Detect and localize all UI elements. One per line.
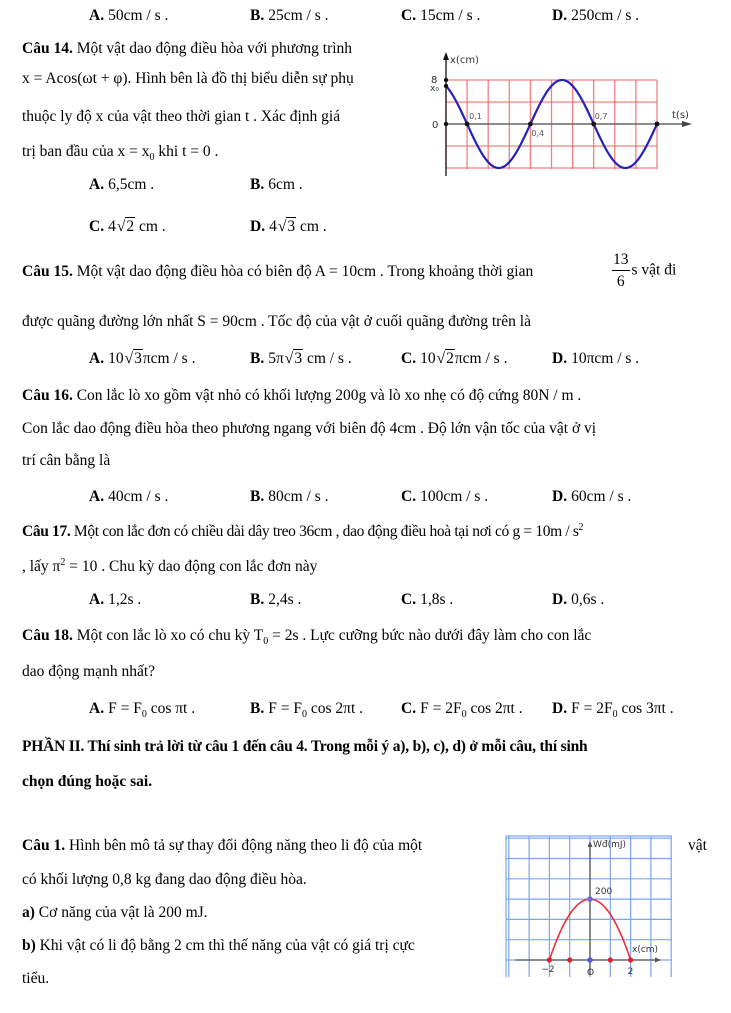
q15-option-b: B. 5π√3 cm / s . <box>250 350 352 367</box>
q18-line-2: dao động mạnh nhất? <box>22 663 156 680</box>
chart2-point-red <box>547 957 552 962</box>
q14-option-a: A. 6,5cm . <box>89 176 155 193</box>
q18-option-b: B. $F = F_0$ cos 2πt . <box>250 700 363 721</box>
q18-option-c: C. $F = 2F_0$ cos 2πt . <box>401 700 523 721</box>
chart1-annotation-0-4: 0,4 <box>531 129 545 138</box>
chart2-point-peak <box>587 896 593 902</box>
q16-option-c: C. 100cm / s . <box>401 488 489 505</box>
p2q1-statement-a: a) Cơ năng của vật là 200 mJ. <box>22 904 208 921</box>
q17-line-1: Câu 17. Một con lắc đơn có chiều dài dây treo 36cm , dao động điều hoà tại nơi có $g = 10m / s^2$ <box>22 522 584 541</box>
kinetic-energy-chart <box>505 835 675 980</box>
q17-option-c: C. 1,8s . <box>401 591 454 608</box>
q18-line-1: Câu 18. Một con lắc lò xo có chu kỳ $T_0 = 2s$ . Lực cưỡng bức nào dưới đây làm cho con lắc <box>22 627 592 648</box>
chart1-y-axis-arrow <box>443 52 449 60</box>
chart1-x-axis-label: t(s) <box>672 110 689 121</box>
chart1-point-zero-crossing <box>655 122 660 127</box>
p2q1-line-1-tail: vật <box>688 837 707 854</box>
chart1-x-axis-arrow <box>682 121 692 127</box>
chart2-peak-label: 200 <box>595 887 613 898</box>
q15-option-d: D. 10πcm / s . <box>552 350 640 367</box>
q14-line-1: Câu 14. Một vật dao động điều hòa với phương trình <box>22 40 353 57</box>
p2q1-line-1: Câu 1. Hình bên mô tả sự thay đổi động năng theo li độ của một <box>22 837 423 854</box>
chart2-point-red <box>567 957 572 962</box>
q15-option-a: A. 10√3πcm / s . <box>89 350 196 367</box>
chart1-point-x0 <box>444 84 448 88</box>
q17-option-d: D. 0,6s . <box>552 591 605 608</box>
chart2-x-axis-label: x(cm) <box>632 945 659 955</box>
q18-option-a: A. $F = F_0$ cos πt . <box>89 700 196 721</box>
chart1-point-zero-crossing <box>465 122 470 127</box>
q13-option-b: B. 25cm / s . <box>250 7 329 24</box>
chart1-y-tick-8: 8 <box>431 75 438 86</box>
q14-line-3: thuộc ly độ x của vật theo thời gian t . Xác định giá <box>22 108 341 125</box>
chart1-annotation-0-7: 0,7 <box>594 112 608 121</box>
chart1-y-tick-0: 0 <box>432 120 439 131</box>
chart2-y-axis-arrow <box>588 841 593 847</box>
q16-line-1: Câu 16. Con lắc lò xo gồm vật nhỏ có khối lượng 200g và lò xo nhẹ có độ cứng 80N / m . <box>22 387 582 404</box>
q15-line-1: Câu 15. Một vật dao động điều hòa có biên độ A = 10cm . Trong khoảng thời gian <box>22 263 534 280</box>
chart2-x-tick-origin: O <box>587 968 595 978</box>
chart2-y-axis-label: Wđ(mJ) <box>593 840 627 850</box>
p2q1-statement-b-cont: tiểu. <box>22 970 50 987</box>
q14-option-d: D. 4√3 cm . <box>250 218 327 235</box>
chart1-y-tick-x0: x₀ <box>430 83 439 94</box>
chart2-point-blue <box>587 957 593 963</box>
q16-line-3: trí cân bằng là <box>22 452 111 469</box>
q14-option-b: B. 6cm . <box>250 176 303 193</box>
q13-option-a: A. 50cm / s . <box>89 7 169 24</box>
q17-option-b: B. 2,4s . <box>250 591 302 608</box>
p2q1-line-2: có khối lượng 0,8 kg đang dao động điều hòa. <box>22 871 307 888</box>
chart2-x-tick-2: 2 <box>627 967 634 977</box>
q16-option-b: B. 80cm / s . <box>250 488 329 505</box>
p2q1-statement-b: b) Khi vật có li độ bằng 2 cm thì thế năng của vật có giá trị cực <box>22 937 415 954</box>
q14-option-c: C. 4√2 cm . <box>89 218 166 235</box>
chart2-grid <box>506 836 672 977</box>
q15-line-2: được quãng đường lớn nhất S = 90cm . Tốc độ của vật ở cuối quãng đường trên là <box>22 313 531 330</box>
part-2-line-1: PHẦN II. Thí sinh trả lời từ câu 1 đến câu 4. Trong mỗi ý a), b), c), d) ở mỗi câu, thí sinh <box>22 738 588 755</box>
chart2-point-red <box>628 957 633 962</box>
displacement-time-chart <box>420 48 720 198</box>
q13-option-c: C. 15cm / s . <box>401 7 481 24</box>
chart1-y-axis-label: x(cm) <box>450 55 479 66</box>
q14-line-4: trị ban đầu của $x = x_0$ khi t = 0 . <box>22 143 219 164</box>
q13-option-d: D. 250cm / s . <box>552 7 640 24</box>
chart1-point-zero-crossing <box>591 122 596 127</box>
q16-line-2: Con lắc dao động điều hòa theo phương ngang với biên độ 4cm . Độ lớn vận tốc của vật ở vị <box>22 420 597 437</box>
q17-line-2: , lấy $\pi^2 = 10$ . Chu kỳ dao động con lắc đơn này <box>22 557 318 576</box>
chart2-x-axis-arrow <box>655 958 661 963</box>
q18-option-d: D. $F = 2F_0$ cos 3πt . <box>552 700 674 721</box>
chart1-point-origin <box>444 122 448 126</box>
chart2-point-red <box>608 957 613 962</box>
chart2-x-tick-neg2: −2 <box>541 965 555 975</box>
q16-option-d: D. 60cm / s . <box>552 488 632 505</box>
q14-line-2: x = Acos(ωt + φ). Hình bên là đồ thị biểu diễn sự phụ <box>22 70 354 87</box>
q16-option-a: A. 40cm / s . <box>89 488 169 505</box>
part-2-line-2: chọn đúng hoặc sai. <box>22 773 153 790</box>
q15-option-c: C. 10√2πcm / s . <box>401 350 508 367</box>
chart1-point-amplitude <box>444 78 448 82</box>
q15-fraction: $\frac{13}{6}$ s vật đi <box>613 251 677 290</box>
chart1-annotation-0-1: 0,1 <box>469 112 482 121</box>
chart1-point-zero-crossing <box>528 122 533 127</box>
q17-option-a: A. 1,2s . <box>89 591 142 608</box>
